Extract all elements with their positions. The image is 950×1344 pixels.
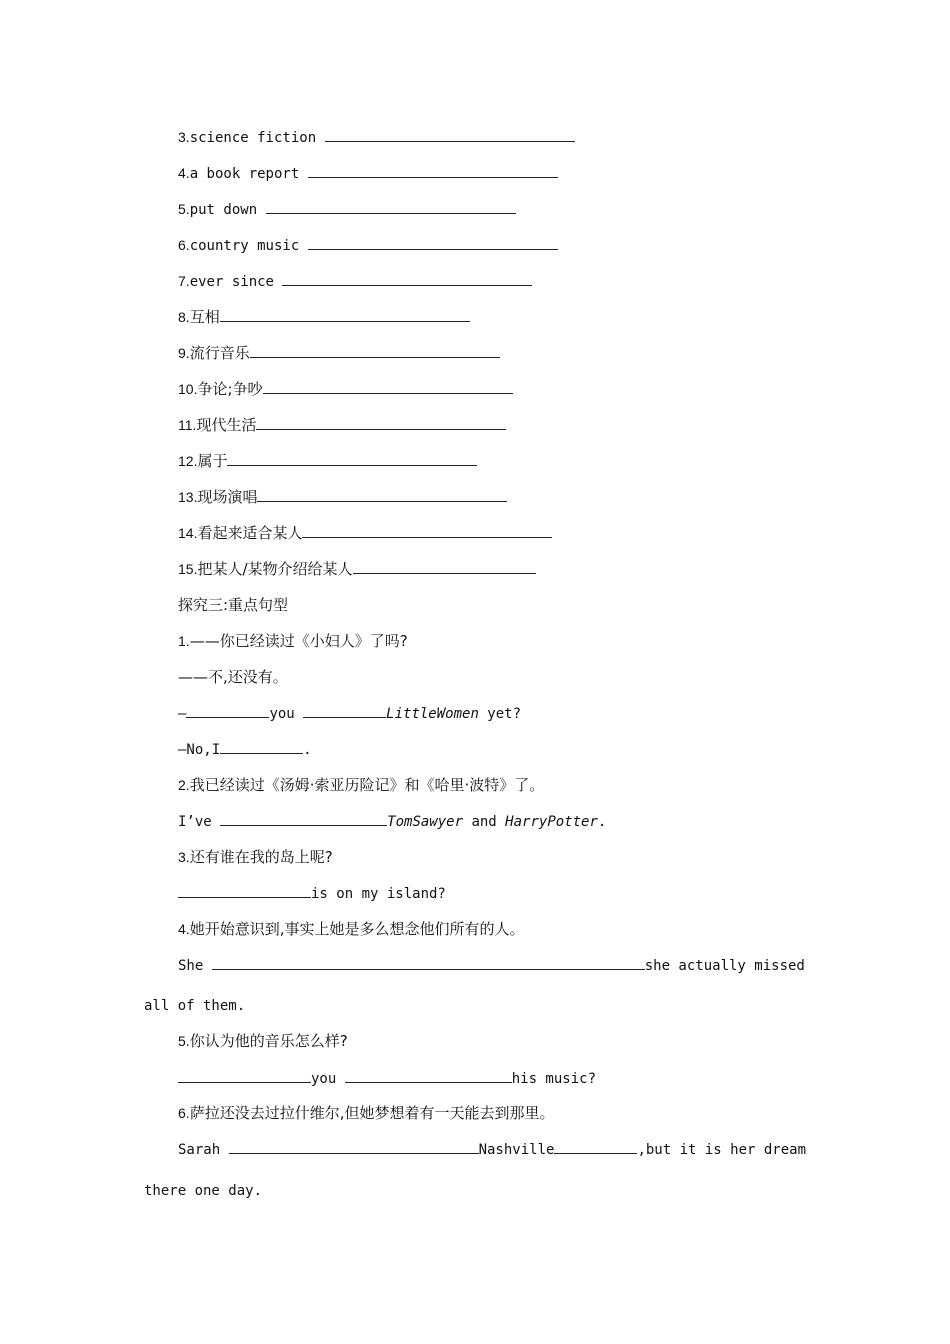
sentence-prompt: 6.萨拉还没去过拉什维尔,但她梦想着有一天能去到那里。 bbox=[178, 1104, 555, 1122]
vocab-item: 9.流行音乐 bbox=[178, 343, 500, 363]
answer-blank[interactable] bbox=[308, 163, 558, 178]
answer-blank[interactable] bbox=[178, 1068, 311, 1083]
answer-blank[interactable] bbox=[353, 559, 536, 574]
section-title: 探究三:重点句型 bbox=[178, 596, 289, 614]
sentence-exercise: Sarah Nashville ,but it is her dream bbox=[178, 1139, 806, 1159]
answer-blank[interactable] bbox=[186, 703, 269, 718]
vocab-item: 13.现场演唱 bbox=[178, 487, 507, 507]
answer-blank[interactable] bbox=[256, 415, 506, 430]
sentence-prompt: 2.我已经读过《汤姆·索亚历险记》和《哈里·波特》了。 bbox=[178, 776, 545, 794]
vocab-item: 7.ever since bbox=[178, 271, 532, 291]
vocab-item: 10.争论;争吵 bbox=[178, 379, 513, 399]
answer-blank[interactable] bbox=[263, 379, 513, 394]
answer-blank[interactable] bbox=[220, 811, 387, 826]
answer-blank[interactable] bbox=[229, 1139, 479, 1154]
answer-blank[interactable] bbox=[345, 1068, 512, 1083]
sentence-continuation: there one day. bbox=[144, 1183, 263, 1199]
sentence-prompt: 3.还有谁在我的岛上呢? bbox=[178, 848, 333, 866]
answer-blank[interactable] bbox=[212, 955, 645, 970]
sentence-prompt: 5.你认为他的音乐怎么样? bbox=[178, 1032, 348, 1050]
answer-blank[interactable] bbox=[250, 343, 500, 358]
answer-blank[interactable] bbox=[302, 523, 552, 538]
sentence-prompt-answer: ——不,还没有。 bbox=[178, 668, 288, 686]
vocab-item: 6.country music bbox=[178, 235, 558, 255]
answer-blank[interactable] bbox=[257, 487, 507, 502]
vocab-item: 5.put down bbox=[178, 199, 516, 219]
sentence-prompt: 4.她开始意识到,事实上她是多么想念他们所有的人。 bbox=[178, 920, 525, 938]
sentence-prompt: 1.——你已经读过《小妇人》了吗? bbox=[178, 632, 408, 650]
answer-blank[interactable] bbox=[266, 199, 516, 214]
answer-blank[interactable] bbox=[220, 739, 303, 754]
sentence-continuation: all of them. bbox=[144, 998, 246, 1014]
sentence-exercise: is on my island? bbox=[178, 883, 446, 903]
answer-blank[interactable] bbox=[308, 235, 558, 250]
vocab-item: 3.science fiction bbox=[178, 127, 575, 147]
sentence-exercise: — you LittleWomen yet? bbox=[178, 703, 521, 723]
vocab-item: 15.把某人/某物介绍给某人 bbox=[178, 559, 536, 579]
answer-blank[interactable] bbox=[220, 307, 470, 322]
sentence-exercise: —No,I . bbox=[178, 739, 312, 759]
vocab-item: 4.a book report bbox=[178, 163, 558, 183]
sentence-exercise: I’ve TomSawyer and HarryPotter. bbox=[178, 811, 606, 831]
answer-blank[interactable] bbox=[282, 271, 532, 286]
answer-blank[interactable] bbox=[178, 883, 311, 898]
sentence-exercise: you his music? bbox=[178, 1068, 596, 1088]
vocab-item: 12.属于 bbox=[178, 451, 477, 471]
vocab-item: 8.互相 bbox=[178, 307, 470, 327]
answer-blank[interactable] bbox=[325, 127, 575, 142]
sentence-exercise: She she actually missed bbox=[178, 955, 805, 975]
answer-blank[interactable] bbox=[303, 703, 386, 718]
answer-blank[interactable] bbox=[554, 1139, 637, 1154]
vocab-item: 14.看起来适合某人 bbox=[178, 523, 552, 543]
vocab-item: 11.现代生活 bbox=[178, 415, 506, 435]
answer-blank[interactable] bbox=[227, 451, 477, 466]
